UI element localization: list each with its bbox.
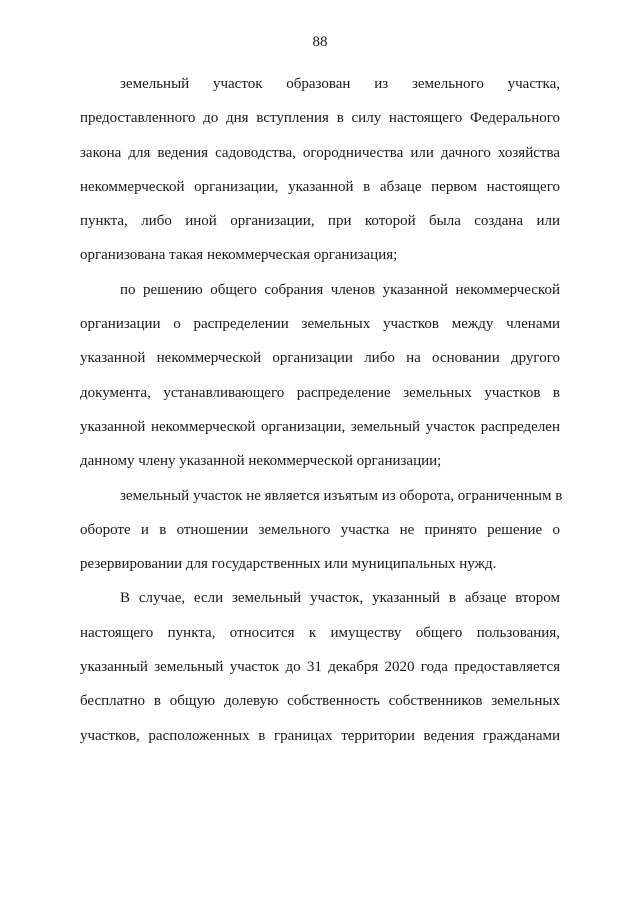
text-line: указанный земельный участок до 31 декабря 2020 года предоставляется — [80, 659, 560, 676]
document-body — [80, 67, 563, 753]
page-number: 88 — [312, 34, 328, 50]
text-line: бесплатно в общую долевую собственность собственников земельных — [80, 693, 560, 710]
text-line: организована такая некоммерческая организация; — [80, 247, 398, 264]
text-line: организации о распределении земельных участков между членами — [80, 316, 560, 333]
paragraph-common-use-property — [80, 581, 560, 752]
text-line: земельный участок образован из земельного участка, — [120, 76, 560, 92]
text-line: указанной некоммерческой организации, земельный участок распределен — [80, 418, 560, 435]
text-line: обороте и в отношении земельного участка не принято решение о — [80, 521, 560, 538]
paragraph-general-meeting-decision — [80, 273, 560, 479]
text-line: некоммерческой организации, указанной в абзаце первом настоящего — [80, 178, 560, 195]
paragraph-land-plot-origin — [80, 67, 560, 273]
text-line: закона для ведения садоводства, огородничества или дачного хозяйства — [80, 144, 560, 161]
text-line: по решению общего собрания членов указанной некоммерческой — [120, 281, 560, 298]
text-line: документа, устанавливающего распределение земельных участков в — [80, 384, 560, 401]
text-line: настоящего пункта, относится к имуществу общего пользования, — [80, 624, 560, 641]
text-line: земельный участок не является изъятым из оборота, ограниченным в — [120, 487, 563, 504]
text-line: пункта, либо иной организации, при которой была создана или — [80, 213, 560, 230]
text-line: предоставленного до дня вступления в силу настоящего Федерального — [80, 110, 560, 127]
text-line: указанной некоммерческой организации либо на основании другого — [80, 350, 560, 367]
paragraph-not-withdrawn-from-circulation — [80, 479, 563, 582]
text-line: В случае, если земельный участок, указанный в абзаце втором — [120, 590, 560, 607]
text-line: участков, расположенных в границах территории ведения гражданами — [80, 727, 560, 744]
text-line: данному члену указанной некоммерческой организации; — [80, 453, 442, 470]
text-line: резервировании для государственных или муниципальных нужд. — [80, 556, 497, 573]
